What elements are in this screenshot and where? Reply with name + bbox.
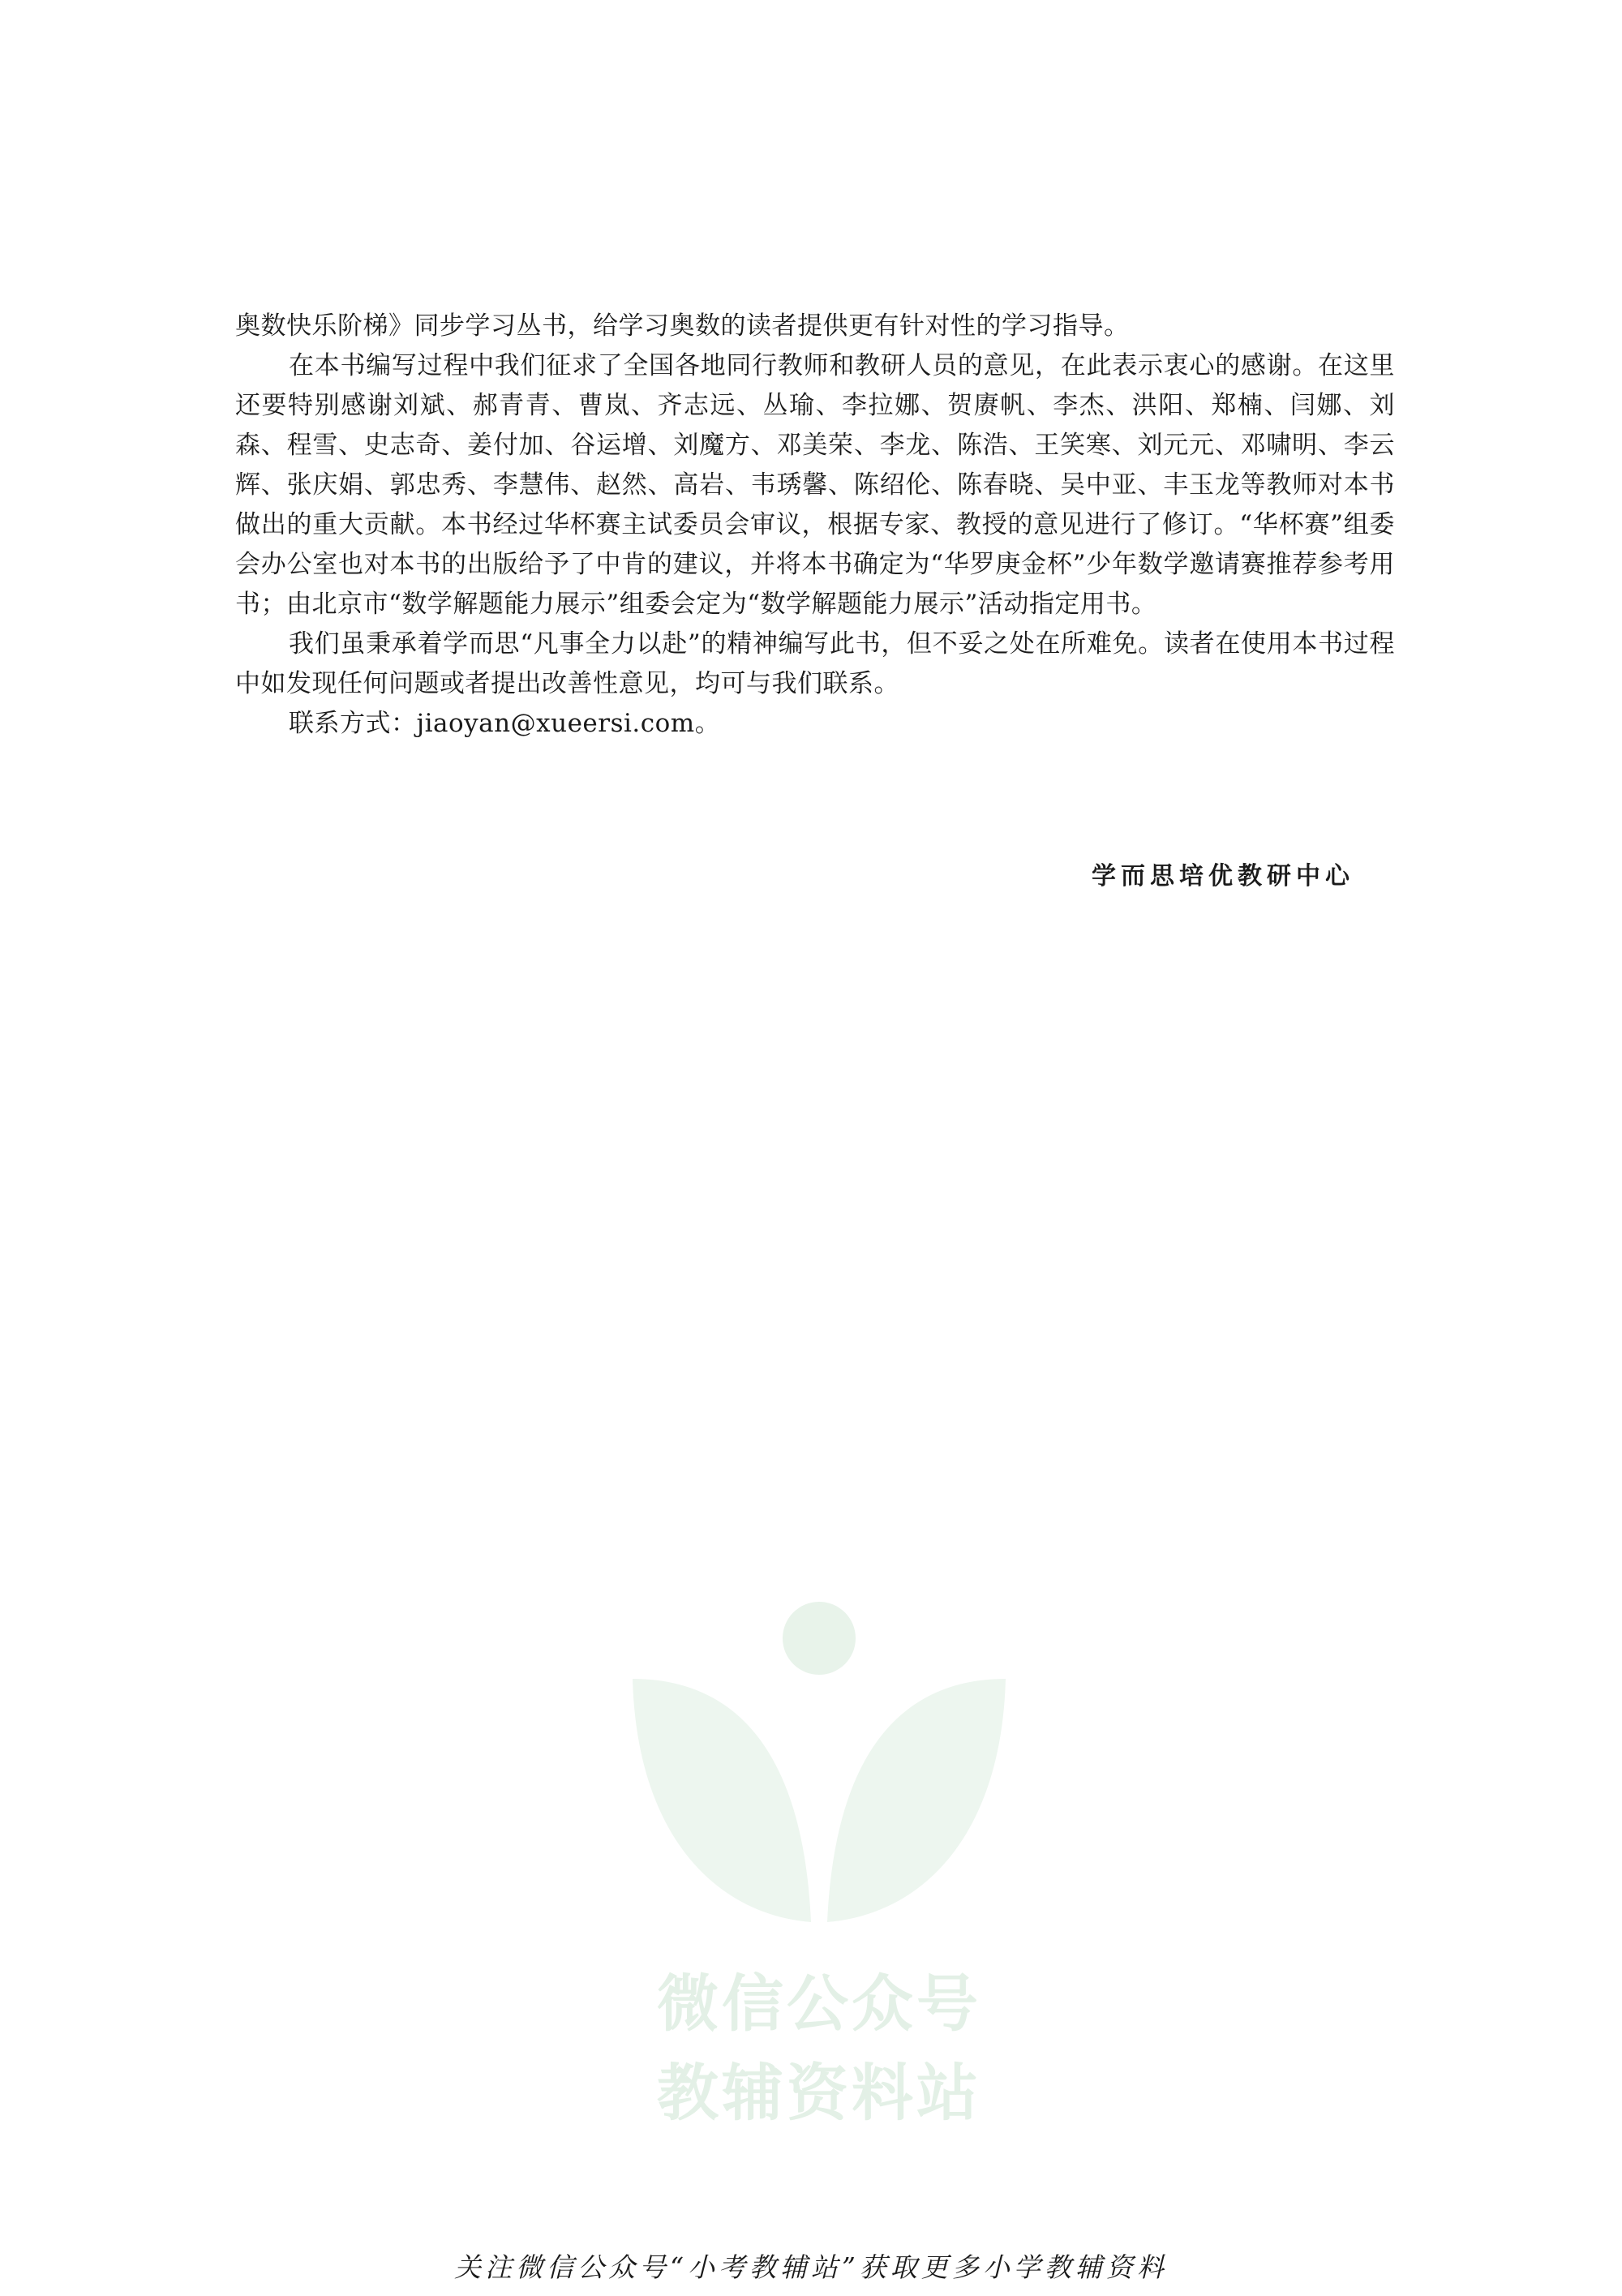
watermark (616, 1590, 1022, 2141)
paragraph-intro-continuation: 奥数快乐阶梯》同步学习丛书，给学习奥数的读者提供更有针对性的学习指导。 (235, 311, 1130, 341)
watermark-logo-icon (616, 1590, 1022, 1946)
paragraph-contact: 联系方式：jiaoyan@xueersi.com。 (289, 709, 721, 738)
watermark-line-2: 教辅资料站 (657, 2057, 981, 2129)
body-text (235, 307, 1395, 744)
footer-notice: 关注微信公众号“小考教辅站”获取更多小学教辅资料 (454, 2251, 1168, 2283)
paragraph-acknowledgements: 在本书编写过程中我们征求了全国各地同行教师和教研人员的意见，在此表示衷心的感谢。在这里还要特别感谢刘斌、郝青青、曹岚、齐志远、丛瑜、李拉娜、贺赓帆、李杰、洪阳、郑楠、闫娜、刘森、程雪、史志奇、姜付加、谷运增、刘魔方、邓美荣、李龙、陈浩、王笑寒、刘元元、邓啸明、李云辉、张庆娟、郭忠秀、李慧伟、赵然、高岩、韦琇馨、陈绍伦、陈春晓、吴中亚、丰玉龙等教师对本书做出的重大贡献。本书经过华杯赛主试委员会审议，根据专家、教授的意见进行了修订。“华杯赛”组委会办公室也对本书的出版给予了中肯的建议，并将本书确定为“华罗庚金杯”少年数学邀请赛推荐参考用书；由北京市“数学解题能力展示”组委会定为“数学解题能力展示”活动指定用书。 (235, 351, 1395, 619)
watermark-line-1: 微信公众号 (657, 1968, 981, 2040)
signature: 学而思培优教研中心 (1092, 862, 1354, 891)
paragraph-feedback: 我们虽秉承着学而思“凡事全力以赴”的精神编写此书，但不妥之处在所难免。读者在使用本书过程中如发现任何问题或者提出改善性意见，均可与我们联系。 (235, 629, 1395, 698)
